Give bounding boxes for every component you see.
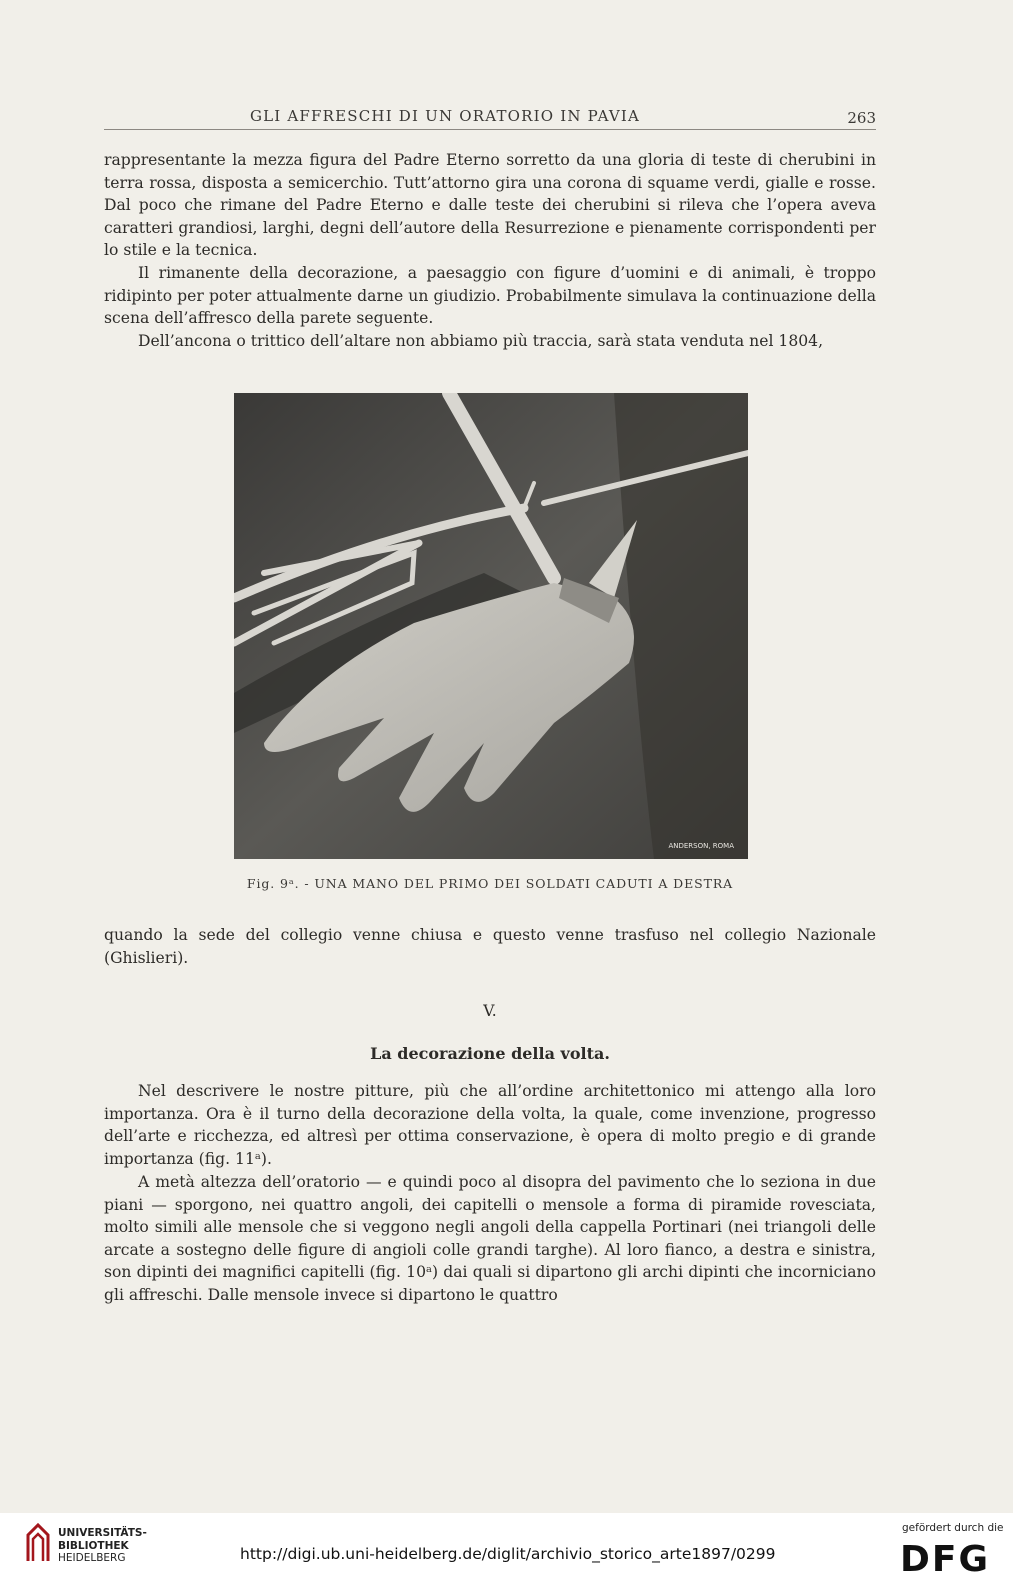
university-library-logo-icon bbox=[24, 1521, 54, 1563]
figure-caption: Fig. 9ᵃ. - UNA MANO DEL PRIMO DEI SOLDATI CADUTI A DESTRA bbox=[246, 876, 734, 891]
paragraph-padre-eterno: rappresentante la mezza figura del Padre Eterno sorretto da una gloria di teste di cherubini in terra rossa, disposta a semicerchio. Tutt’attorno gira una corona di squame verdi, gialle e rosse. Dal poco che rimane del Padre Eterno e dalle teste dei cherubini si rileva che l’opera aveva caratteri grandiosi, larghi, degni dell’autore della Resurrezione e pienamente corrispondenti per lo stile e la tecnica. bbox=[104, 151, 876, 260]
paragraph-volta-intro: Nel descrivere le nostre pitture, più che all’ordine architettonico mi attengo alla loro importanza. Ora è il turno della decorazione della volta, la quale, come invenzione, progresso dell’arte e ricchezza, ed altresì per ottima conservazione, è opera di molto pregio e di grande importanza (fig. 11ᵃ). bbox=[104, 1082, 876, 1168]
running-title: GLI AFFRESCHI DI UN ORATORIO IN PAVIA bbox=[249, 107, 641, 125]
running-header bbox=[104, 105, 876, 130]
library-city: HEIDELBERG bbox=[58, 1552, 126, 1564]
permalink-url[interactable]: http://digi.ub.uni-heidelberg.de/diglit/archivio_storico_arte1897/0299 bbox=[240, 1545, 776, 1563]
paragraph-decorazione: Il rimanente della decorazione, a paesaggio con figure d’uomini e di animali, è troppo ridipinto per poter attualmente darne un giudizio. Probabilmente simulava la continuazione della scena dell’affresco della parete seguente. bbox=[104, 264, 876, 328]
paragraph-mensole: A metà altezza dell’oratorio — e quindi poco al disopra del pavimento che lo seziona in due piani — sporgono, nei quattro angoli, dei capitelli o mensole a forma di piramide rovesciata, molto simili alle mensole che si veggono negli angoli della cappella Portinari (nei triangoli delle arcate a sostegno delle figure di angioli colle grandi targhe). Al loro fianco, a destra e sinistra, son dipinti dei magnifici capitelli (fig. 10ᵃ) dai quali si dipartono gli archi dipinti che incorniciano gli affreschi. Dalle mensole invece si dipartono le quattro bbox=[104, 1173, 876, 1304]
page-number: 263 bbox=[847, 109, 876, 127]
figure-photo-hand bbox=[234, 393, 748, 859]
section-number: V. bbox=[483, 1002, 497, 1020]
library-name bbox=[58, 1527, 147, 1565]
section-title: La decorazione della volta. bbox=[370, 1044, 610, 1063]
paragraph-ancona: Dell’ancona o trittico dell’altare non abbiamo più traccia, sarà stata venduta nel 1804, bbox=[138, 332, 824, 350]
paragraph-ghislieri: quando la sede del collegio venne chiusa e questo venne trasfuso nel collegio Nazionale (Ghislieri). bbox=[104, 926, 876, 967]
hand-fresco-illustration bbox=[234, 393, 748, 859]
library-name-line-2: BIBLIOTHEK bbox=[58, 1539, 129, 1552]
digitization-footer bbox=[0, 1513, 1013, 1591]
photo-credit: ANDERSON, ROMA bbox=[668, 842, 734, 850]
library-name-line-1: UNIVERSITÄTS- bbox=[58, 1527, 147, 1539]
dfg-logo: DFG bbox=[900, 1539, 991, 1580]
funded-by-note: gefördert durch die bbox=[902, 1522, 1004, 1534]
